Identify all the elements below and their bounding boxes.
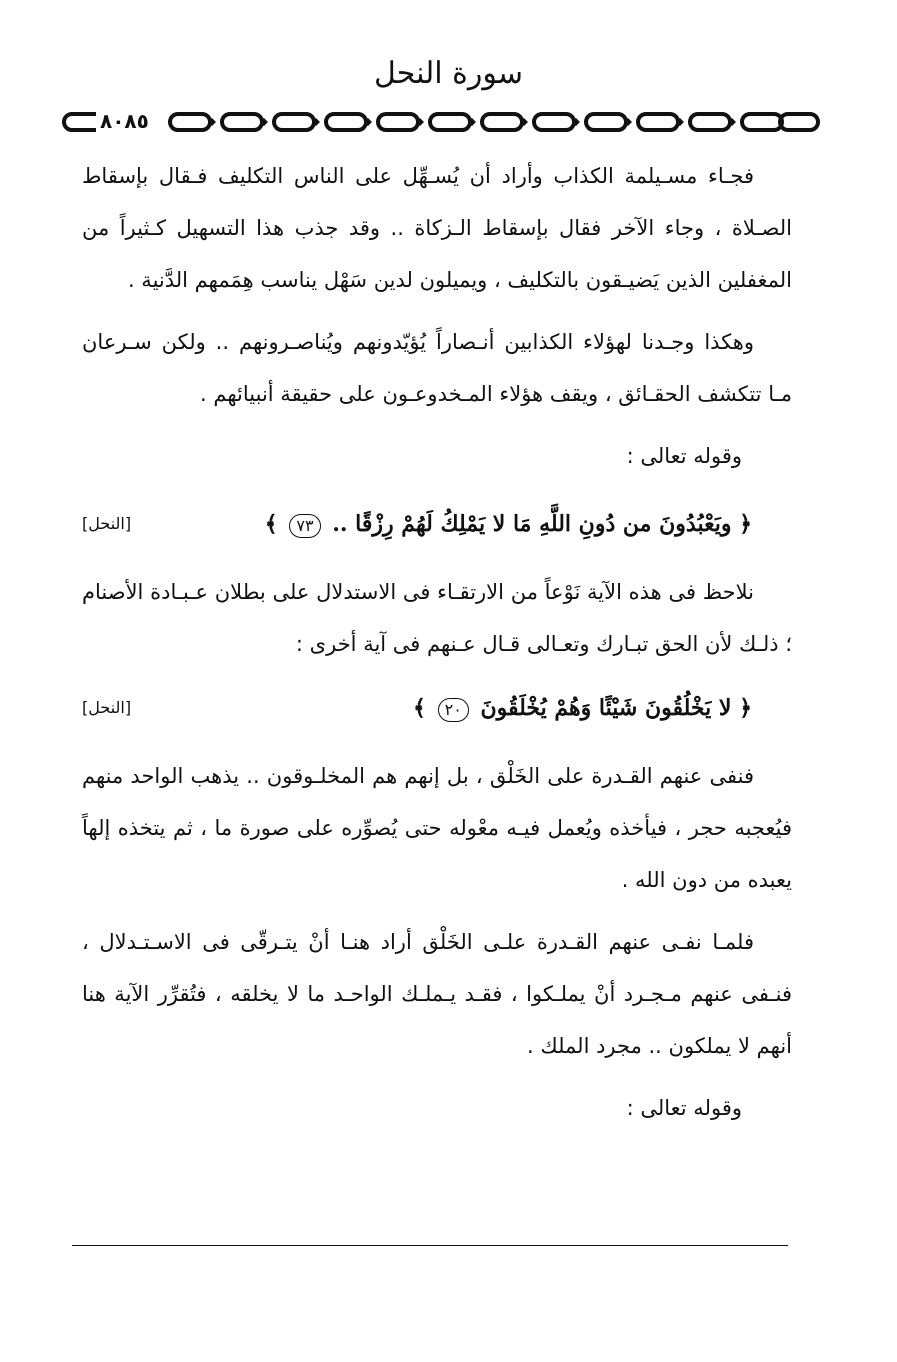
band-ornament (378, 114, 418, 130)
body-text (82, 150, 792, 1148)
band-ornament (222, 114, 262, 130)
quran-verse (413, 680, 752, 736)
quran-verse-row (82, 680, 792, 736)
band-ornament (780, 114, 818, 130)
verse-open-bracket: ﴿ (739, 511, 752, 537)
paragraph: نلاحظ فى هذه الآية نَوْعاً من الارتقـاء فى الاستدلال على بطلان عـبـادة الأصنام ؛ ذلـك لأن الحق تبـارك وتعـالى قـال عـنهم فى آية أخرى : (82, 580, 792, 656)
verse-close-bracket: ﴾ (413, 695, 426, 721)
paragraph: فنفى عنهم القـدرة على الخَلْق ، بل إنهم هم المخلـوقون .. يذهب الواحد منهم فيُعجبه حجر ، فيأخذه ويُعمل فيـه معْوله حتى يُصوِّره على صورة ما ، ثم يتخذه إلهاً يعبده من دون الله . (82, 764, 792, 892)
band-ornament (638, 114, 678, 130)
page-number: ٨٠٨٥ (96, 106, 153, 136)
verse-reference: [النحل] (82, 514, 132, 533)
decorative-header-band (62, 104, 822, 140)
quran-verse (265, 496, 752, 552)
band-ornament (326, 114, 366, 130)
verse-close-bracket: ﴾ (264, 511, 278, 537)
band-ornament (586, 114, 626, 130)
band-ornament (534, 114, 574, 130)
verse-text: لا يَخْلُقُونَ شَيْئًا وَهُمْ يُخْلَقُونَ (480, 695, 732, 721)
verse-intro: وقوله تعالى : (626, 444, 742, 468)
band-ornament (690, 114, 730, 130)
verse-reference: [النحل] (82, 698, 132, 717)
footer-divider (72, 1245, 788, 1246)
band-ornament (274, 114, 314, 130)
paragraph: وهكذا وجـدنا لهؤلاء الكذابين أنـصاراً يُؤيّدونهم ويُناصـرونهم .. ولكن سـرعان مـا تتكشف الحقـائق ، ويقف هؤلاء المـخدوعـون على حقيقة أنبيائهم . (82, 330, 792, 406)
quran-verse-row (82, 496, 792, 552)
band-ornament (170, 114, 210, 130)
paragraph: فجـاء مسـيلمة الكذاب وأراد أن يُسـهِّل على الناس التكليف فـقال بإسقاط الصـلاة ، وجاء الآخر فقال بإسقاط الـزكاة .. وقد جذب هذا التسهيل كـثيراً من المغفلين الذين يَضيـقون بالتكليف ، ويميلون لدين سَهْل يناسب هِمَمهم الدَّنية . (82, 164, 792, 292)
verse-open-bracket: ﴿ (739, 695, 752, 721)
band-ornament (742, 114, 782, 130)
band-ornament (430, 114, 470, 130)
verse-text: ويَعْبُدُونَ من دُونِ اللَّهِ مَا لا يَمْلِكُ لَهُمْ رِزْقًا .. (332, 511, 732, 537)
verse-intro: وقوله تعالى : (626, 1096, 742, 1120)
band-ornament (482, 114, 522, 130)
ayah-number: ٧٣ (289, 514, 320, 538)
surah-title: سورة النحل (374, 56, 523, 91)
ayah-number: ٢٠ (438, 698, 469, 722)
paragraph: فلمـا نفـى عنهم القـدرة علـى الخَلْق أراد هنـا أنْ يتـرقّى فى الاسـتـدلال ، فنـفى عنهم مـجـرد أنْ يملـكوا ، فقـد يـملـك الواحـد ما لا يخلقه ، فتُقرِّر الآية هنا أنهم لا يملكون .. مجرد الملك . (82, 930, 792, 1058)
